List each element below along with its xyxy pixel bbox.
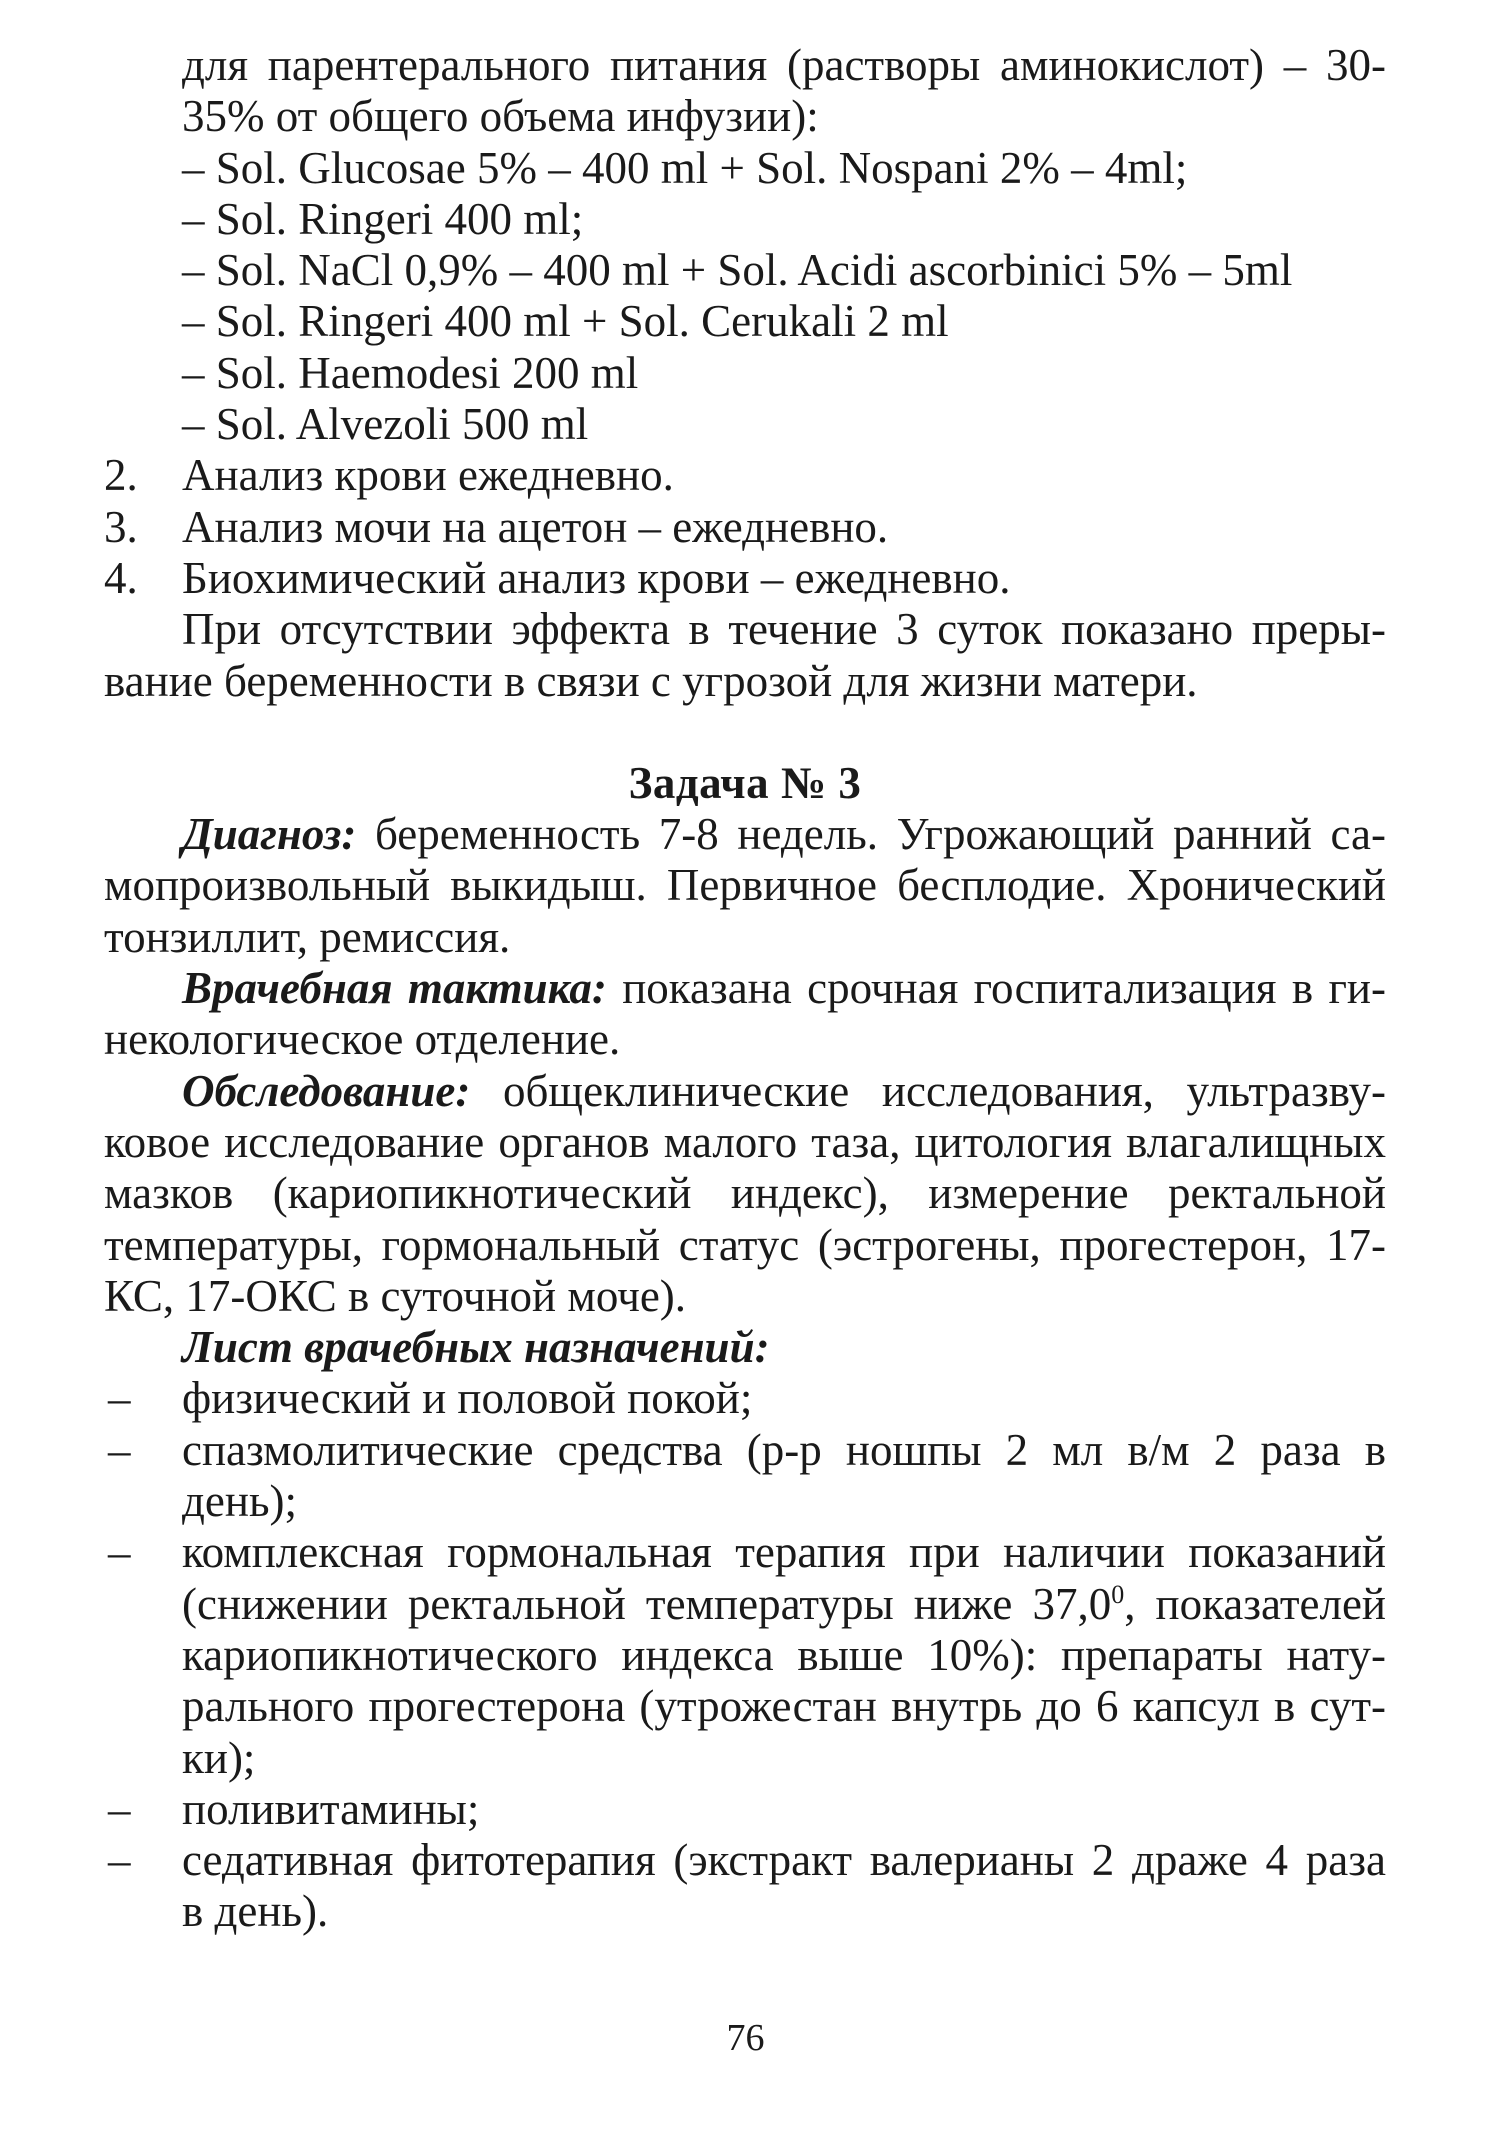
tactics-label: Врачебная тактика:	[182, 963, 607, 1014]
item-text: Анализ крови ежедневно.	[182, 450, 674, 501]
order-text: (снижении ректальной температуры ниже 37,0	[182, 1578, 1112, 1629]
solution-item: – Sol. Ringeri 400 ml + Sol. Cerukali 2 ml	[182, 296, 949, 347]
tactics-line	[104, 963, 1386, 1014]
item-text: Анализ мочи на ацетон – ежедневно.	[182, 501, 889, 552]
exam-line: температуры, гормональный статус (эстрогены, прогестерон, 17-	[104, 1219, 1386, 1270]
order-text: в день).	[182, 1886, 329, 1937]
dash-marker: –	[108, 1373, 131, 1424]
item-number: 3.	[104, 501, 138, 552]
tactics-text: показана срочная госпитализация в ги-	[606, 963, 1386, 1014]
order-item	[104, 1373, 1386, 1424]
solution-item: – Sol. Glucosae 5% – 400 ml + Sol. Nospani 2% – 4ml;	[182, 142, 1188, 193]
orders-heading	[104, 1322, 1386, 1373]
order-text: рального прогестерона (утрожестан внутрь до 6 капсул в сут-	[182, 1681, 1386, 1732]
solution-item: – Sol. Haemodesi 200 ml	[182, 347, 639, 398]
order-item	[104, 1835, 1386, 1886]
exam-line: мазков (кариопикнотический индекс), измерение ректальной	[104, 1168, 1386, 1219]
item-text: Биохимический анализ крови – ежедневно.	[182, 552, 1011, 603]
order-item	[104, 1425, 1386, 1476]
order-text: день);	[182, 1476, 297, 1527]
numbered-item	[104, 450, 1386, 501]
degree-superscript: 0	[1111, 1579, 1125, 1609]
exam-line	[104, 1066, 1386, 1117]
diagnosis-line	[104, 809, 1386, 860]
diagnosis-label: Диагноз:	[182, 809, 357, 860]
exam-line: КС, 17-ОКС в суточной моче).	[104, 1270, 687, 1321]
numbered-item	[104, 553, 1386, 604]
page-number: 76	[726, 2017, 765, 2059]
dash-marker: –	[108, 1527, 131, 1578]
diagnosis-text: беременность 7-8 недель. Угрожающий ранний са-	[356, 809, 1386, 860]
orders-label: Лист врачебных назначений:	[182, 1322, 770, 1373]
exam-label: Обследование:	[182, 1065, 471, 1116]
exam-line: ковое исследование органов малого таза, цитология влагалищных	[104, 1116, 1386, 1167]
diagnosis-line: тонзиллит, ремиссия.	[104, 911, 511, 962]
order-text: кариопикнотического индекса выше 10%): препараты нату-	[182, 1629, 1386, 1680]
solution-item: – Sol. Ringeri 400 ml;	[182, 193, 584, 244]
conclusion-line: При отсутствии эффекта в течение 3 суток показано преры-	[182, 604, 1386, 655]
order-item	[104, 1784, 1386, 1835]
solution-item: – Sol. Alvezoli 500 ml	[182, 399, 589, 450]
text-line: для парентерального питания (растворы аминокислот) – 30-	[182, 40, 1386, 90]
order-text: физический и половой покой;	[182, 1373, 753, 1424]
order-text: , показателей	[1124, 1578, 1386, 1629]
item-number: 4.	[104, 552, 138, 603]
dash-marker: –	[108, 1424, 131, 1475]
conclusion-line: вание беременности в связи с угрозой для жизни матери.	[104, 655, 1198, 706]
order-text: комплексная гормональная терапия при наличии показаний	[182, 1527, 1386, 1578]
tactics-line: некологическое отделение.	[104, 1014, 621, 1065]
item-number: 2.	[104, 450, 138, 501]
order-text: ки);	[182, 1732, 256, 1783]
text-line: 35% от общего объема инфузии):	[182, 91, 819, 142]
page-content	[104, 40, 1386, 1938]
order-text: спазмолитические средства (р-р ношпы 2 мл в/м 2 раза в	[182, 1424, 1386, 1475]
dash-marker: –	[108, 1783, 131, 1834]
solution-item: – Sol. NaCl 0,9% – 400 ml + Sol. Acidi ascorbinici 5% – 5ml	[182, 245, 1293, 296]
task-heading: Задача № 3	[628, 757, 862, 808]
exam-text: общеклинические исследования, ультразву-	[470, 1065, 1386, 1116]
dash-marker: –	[108, 1835, 131, 1886]
numbered-item	[104, 502, 1386, 553]
order-text-line	[104, 1579, 1386, 1630]
order-text: седативная фитотерапия (экстракт валерианы 2 драже 4 раза	[182, 1835, 1386, 1886]
order-item	[104, 1527, 1386, 1578]
order-text: поливитамины;	[182, 1783, 480, 1834]
diagnosis-line: мопроизвольный выкидыш. Первичное бесплодие. Хронический	[104, 860, 1386, 911]
